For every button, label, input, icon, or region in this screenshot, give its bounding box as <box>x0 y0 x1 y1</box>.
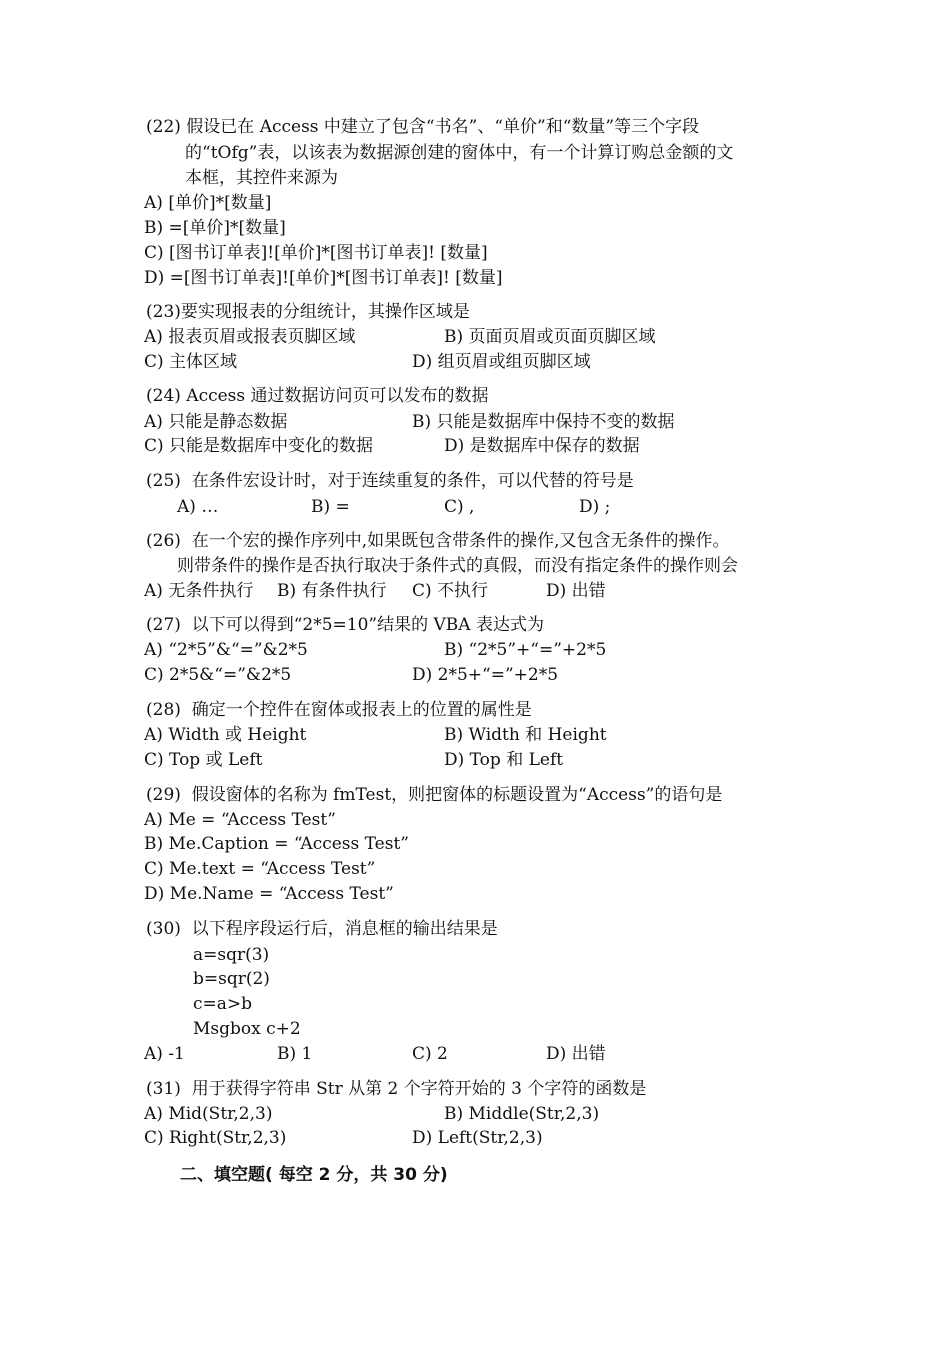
q22-stem-line-2: 的“tOfg”表，以该表为数据源创建的窗体中，有一个计算订购总金额的文 <box>185 143 734 163</box>
q25-option-c: C) , <box>444 497 475 517</box>
q28-option-a: A) Width 或 Height <box>144 725 307 745</box>
q30-option-c: C) 2 <box>412 1044 448 1064</box>
q31-option-c: C) Right(Str,2,3) <box>144 1128 287 1148</box>
q26-option-c: C) 不执行 <box>412 581 489 601</box>
q22-option-a: A) [单价]*[数量] <box>144 193 272 213</box>
q23-stem: (23)要实现报表的分组统计，其操作区域是 <box>146 302 470 322</box>
q29-option-d: D) Me.Name = “Access Test” <box>144 884 394 904</box>
q23-option-b: B) 页面页眉或页面页脚区域 <box>444 327 656 347</box>
q27-option-a: A) “2*5”&“=”&2*5 <box>144 640 308 660</box>
section-heading: 二、填空题( 每空 2 分，共 30 分) <box>180 1165 448 1185</box>
q30-option-b: B) 1 <box>277 1044 313 1064</box>
q28-option-c: C) Top 或 Left <box>144 750 263 770</box>
q27-option-c: C) 2*5&“=”&2*5 <box>144 665 292 685</box>
q30-option-a: A) -1 <box>144 1044 185 1064</box>
q29-option-c: C) Me.text = “Access Test” <box>144 859 376 879</box>
q24-stem: (24) Access 通过数据访问页可以发布的数据 <box>146 386 489 406</box>
q29-option-a: A) Me = “Access Test” <box>144 810 336 830</box>
q29-stem: (29) 假设窗体的名称为 fmTest，则把窗体的标题设置为“Access”的语句是 <box>146 785 723 805</box>
q24-option-d: D) 是数据库中保存的数据 <box>444 436 640 456</box>
q25-option-a: A) … <box>177 497 219 517</box>
q28-option-d: D) Top 和 Left <box>444 750 564 770</box>
q31-stem: (31) 用于获得字符串 Str 从第 2 个字符开始的 3 个字符的函数是 <box>146 1079 647 1099</box>
q30-code-line-3: c=a>b <box>193 994 253 1014</box>
q24-option-a: A) 只能是静态数据 <box>144 412 288 432</box>
q26-option-d: D) 出错 <box>546 581 606 601</box>
q22-stem-line-3: 本框，其控件来源为 <box>185 168 338 188</box>
q27-option-b: B) “2*5”+“=”+2*5 <box>444 640 607 660</box>
q23-option-c: C) 主体区域 <box>144 352 238 372</box>
q25-option-d: D) ; <box>579 497 611 517</box>
q30-option-d: D) 出错 <box>546 1044 606 1064</box>
q22-option-c: C) [图书订单表]![单价]*[图书订单表]! [数量] <box>144 243 488 263</box>
q24-option-c: C) 只能是数据库中变化的数据 <box>144 436 374 456</box>
q22-stem-line-1: (22) 假设已在 Access 中建立了包含“书名”、“单价”和“数量”等三个字段 <box>146 117 700 137</box>
q26-option-a: A) 无条件执行 <box>144 581 254 601</box>
q23-option-a: A) 报表页眉或报表页脚区域 <box>144 327 356 347</box>
q31-option-a: A) Mid(Str,2,3) <box>144 1104 273 1124</box>
q30-code-line-1: a=sqr(3) <box>193 945 270 965</box>
q25-option-b: B) = <box>311 497 350 517</box>
q30-stem: (30) 以下程序段运行后，消息框的输出结果是 <box>146 919 498 939</box>
q31-option-d: D) Left(Str,2,3) <box>412 1128 543 1148</box>
q30-code-line-2: b=sqr(2) <box>193 969 270 989</box>
q26-option-b: B) 有条件执行 <box>277 581 387 601</box>
q24-option-b: B) 只能是数据库中保持不变的数据 <box>412 412 675 432</box>
q25-stem: (25) 在条件宏设计时，对于连续重复的条件，可以代替的符号是 <box>146 471 634 491</box>
q27-option-d: D) 2*5+“=”+2*5 <box>412 665 559 685</box>
q28-option-b: B) Width 和 Height <box>444 725 607 745</box>
q31-option-b: B) Middle(Str,2,3) <box>444 1104 600 1124</box>
q26-stem-line-1: (26) 在一个宏的操作序列中,如果既包含带条件的操作,又包含无条件的操作。 <box>146 531 730 551</box>
q22-option-d: D) =[图书订单表]![单价]*[图书订单表]! [数量] <box>144 268 503 288</box>
q28-stem: (28) 确定一个控件在窗体或报表上的位置的属性是 <box>146 700 532 720</box>
q23-option-d: D) 组页眉或组页脚区域 <box>412 352 591 372</box>
q26-stem-line-2: 则带条件的操作是否执行取决于条件式的真假，而没有指定条件的操作则会 <box>177 556 738 576</box>
q29-option-b: B) Me.Caption = “Access Test” <box>144 834 409 854</box>
q30-code-line-4: Msgbox c+2 <box>193 1019 301 1039</box>
q27-stem: (27) 以下可以得到“2*5=10”结果的 VBA 表达式为 <box>146 615 544 635</box>
q22-option-b: B) =[单价]*[数量] <box>144 218 286 238</box>
